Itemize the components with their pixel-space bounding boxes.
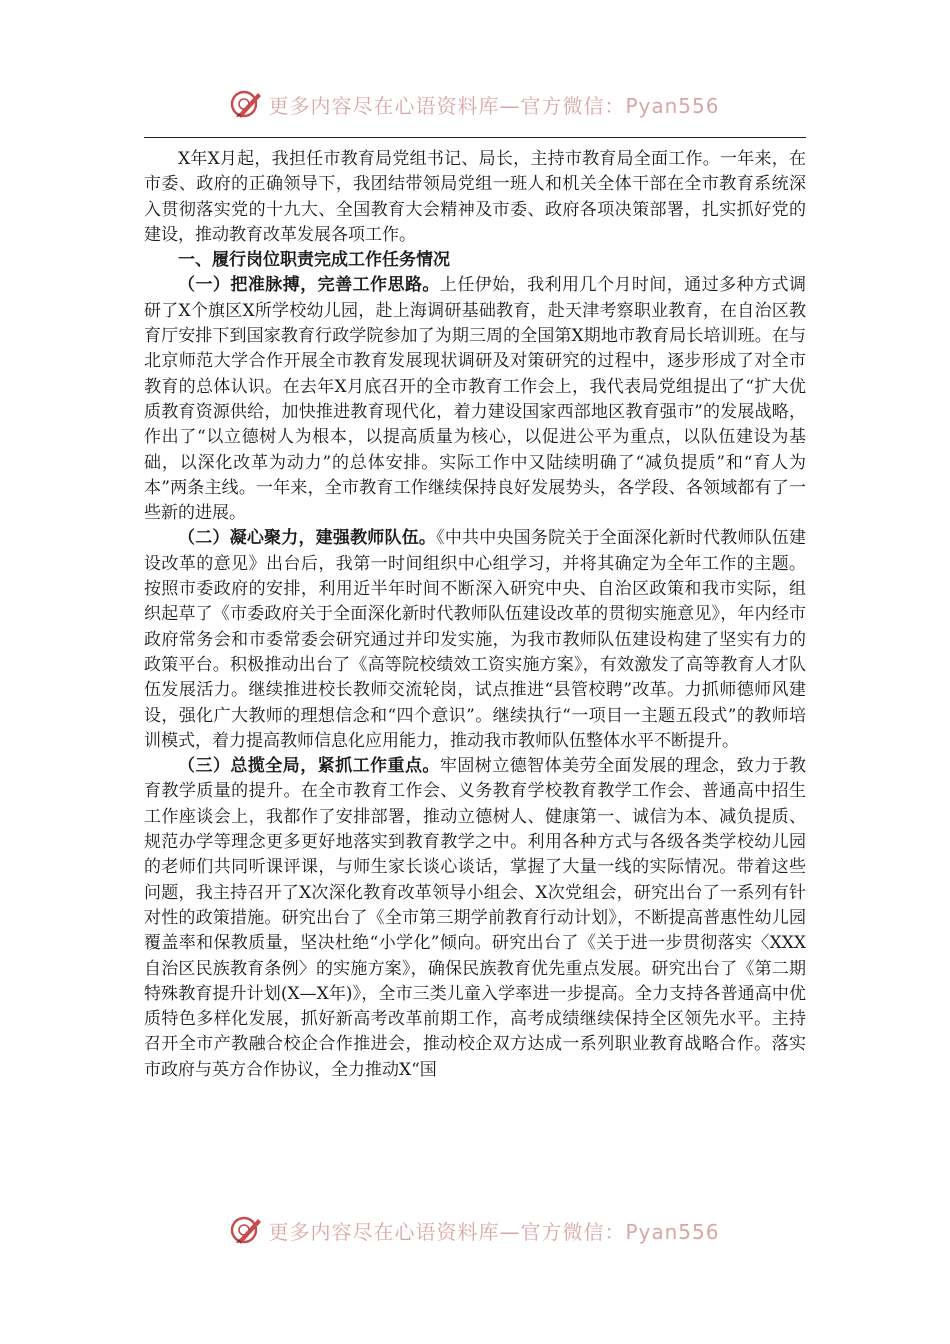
subsection-2-body: 《中共中央国务院关于全面深化新时代教师队伍建设改革的意见》出台后，我第一时间组织中心组学习，并将其确定为全年工作的主题。按照市委政府的安排，利用近半年时间不断深入研究中央、自治区政策和我市实际，组织起草了《市委政府关于全面深化新时代教师队伍建设改革的贯彻实施意见》，年内经市政府常务会和市委常委会研究通过并印发实施，为我市教师队伍建设构建了坚实有力的政策平台。积极推动出台了《高等院校绩效工资实施方案》，有效激发了高等教育人才队伍发展活力。继续推进校长教师交流轮岗，试点推进“县管校聘”改革。力抓师德师风建设，强化广大教师的理想信念和“四个意识”。继续执行“一项目一主题五段式”的教师培训模式，着力提高教师信息化应用能力，推动我市教师队伍整体水平不断提升。	[144, 528, 806, 751]
banner-text: 更多内容尽在心语资料库—官方微信：Pyan556	[268, 93, 720, 118]
subsection-3-title: （三）总揽全局，紧抓工作重点。	[178, 756, 440, 777]
header-banner	[0, 84, 950, 124]
subsection-1-body: 上任伊始，我利用几个月时间，通过多种方式调研了X个旗区X所学校幼儿园，赴上海调研基础教育，赴天津考察职业教育，在自治区教育厅安排下到国家教育行政学院参加了为期三周的全国第X期地市教育局长培训班。在与北京师范大学合作开展全市教育发展现状调研及对策研究的过程中，逐步形成了对全市教育的总体认识。在去年X月底召开的全市教育工作会上，我代表局党组提出了“扩大优质教育资源供给，加快推进教育现代化，着力建设国家西部地区教育强市”的发展战略，作出了“以立德树人为根本，以提高质量为核心，以促进公平为重点，以队伍建设为基础，以深化改革为动力”的总体安排。实际工作中又陆续明确了“减负提质”和“育人为本”两条主线。一年来，全市教育工作继续保持良好发展势头，各学段、各领域都有了一些新的进展。	[144, 275, 807, 524]
subsection-2-title: （二）凝心聚力，建强教师队伍。	[178, 528, 437, 549]
subsection-1-title: （一）把准脉搏，完善工作思路。	[178, 275, 440, 296]
subsection-3-body: 牢固树立德智体美劳全面发展的理念，致力于教育教学质量的提升。在全市教育工作会、义务教育学校教育教学工作会、普通高中招生工作座谈会上，我都作了安排部署，推动立德树人、健康第一、诚信为本、减负提质、规范办学等理念更多更好地落实到教育教学之中。利用各种方式与各级各类学校幼儿园的老师们共同听课评课，与师生家长谈心谈话，掌握了大量一线的实际情况。带着这些问题，我主持召开了X次深化教育改革领导小组会、X次党组会，研究出台了一系列有针对性的政策措施。研究出台了《全市第三期学前教育行动计划》，不断提高普惠性幼儿园覆盖率和保教质量，坚决杜绝“小学化”倾向。研究出台了《关于进一步贯彻落实〈XXX自治区民族教育条例〉的实施方案》，确保民族教育优先重点发展。研究出台了《第二期特殊教育提升计划(X—X年)》，全市三类儿童入学率进一步提高。全力支持各普通高中优质特色多样化发展，抓好新高考改革前期工作，高考成绩继续保持全区领先水平。主持召开全市产教融合校企合作推进会，推动校企双方达成一系列职业教育战略合作。落实市政府与英方合作协议，全力推动X“国	[144, 756, 807, 1080]
header-divider	[144, 137, 806, 138]
footer-banner	[0, 1210, 950, 1250]
banner-text: 更多内容尽在心语资料库—官方微信：Pyan556	[268, 1219, 720, 1244]
intro-paragraph: X年X月起，我担任市教育局党组书记、局长，主持市教育局全面工作。一年来，在市委、政府的正确领导下，我团结带领局党组一班人和机关全体干部在全市教育系统深入贯彻落实党的十九大、全国教育大会精神及市委、政府各项决策部署，扎实抓好党的建设，推动教育改革发展各项工作。	[144, 149, 806, 245]
document-body	[144, 147, 806, 1083]
subsection-1	[144, 273, 806, 526]
pen-logo-icon	[230, 1213, 264, 1247]
section-heading: 一、履行岗位职责完成工作任务情况	[178, 250, 450, 271]
subsection-2	[144, 526, 806, 754]
pen-logo-icon	[230, 87, 264, 121]
subsection-3	[144, 754, 806, 1083]
